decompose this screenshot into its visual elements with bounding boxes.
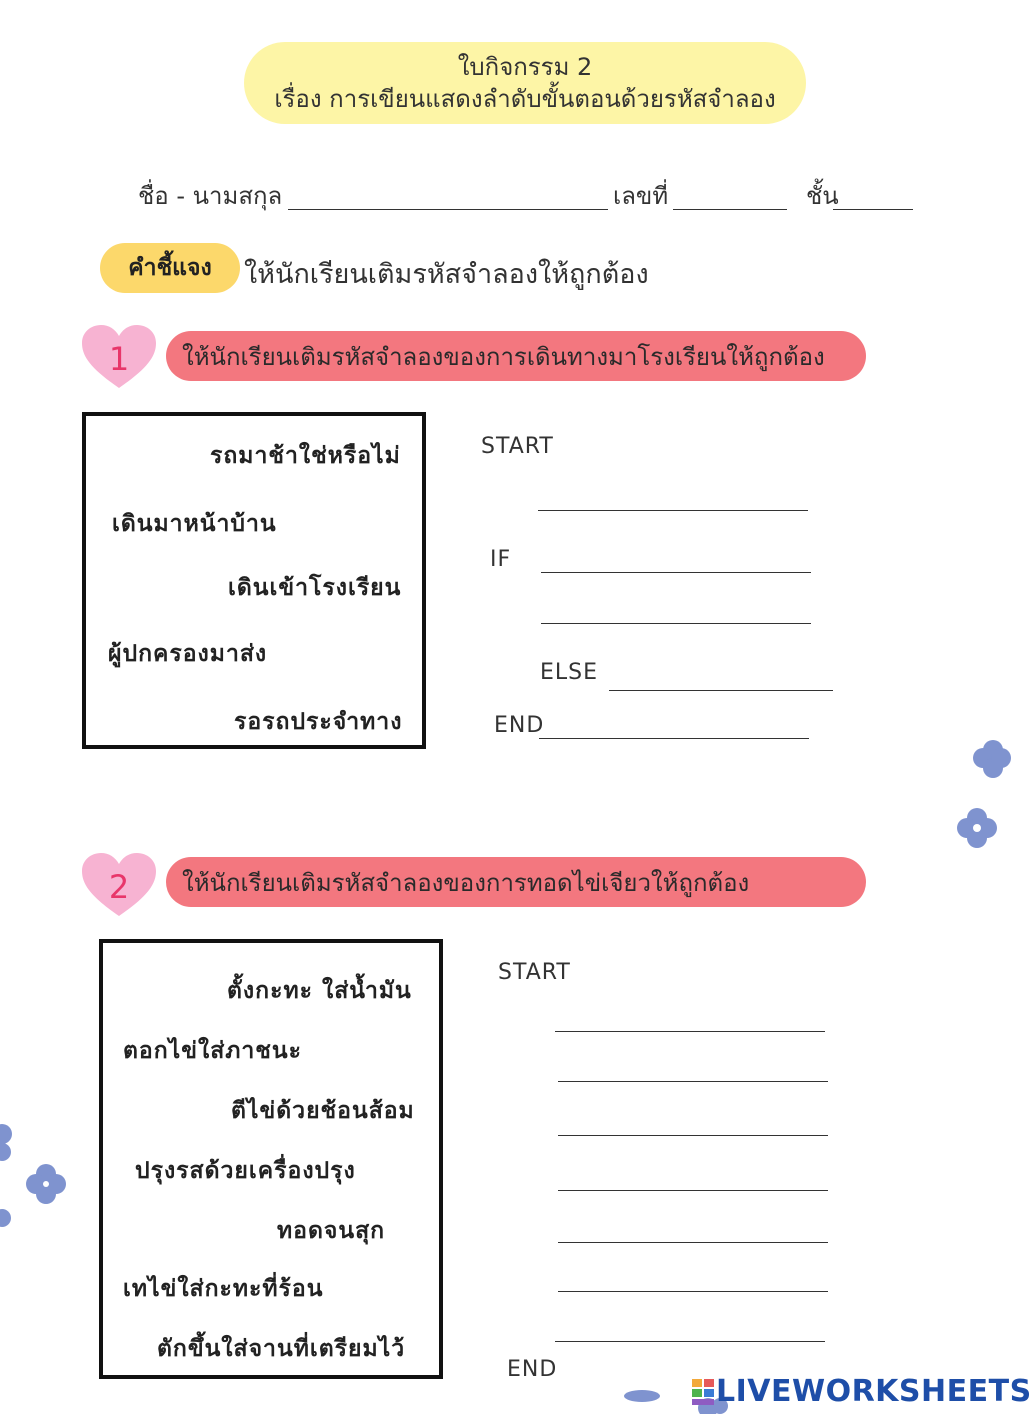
class-blank[interactable] xyxy=(833,209,913,210)
logo-text: LIVEWORKSHEETS xyxy=(716,1374,1032,1409)
word-item: รถมาช้าใช่หรือไม่ xyxy=(210,443,401,469)
heart-icon xyxy=(80,852,158,918)
answer-blank[interactable] xyxy=(541,572,811,573)
title-line-1: ใบกิจกรรม 2 xyxy=(457,53,593,81)
logo-mark-icon xyxy=(690,1377,716,1407)
end-keyword: END xyxy=(507,1357,558,1382)
answer-blank[interactable] xyxy=(609,690,833,691)
title-line-2: เรื่อง การเขียนแสดงลำดับขั้นตอนด้วยรหัสจำลอง xyxy=(274,85,776,113)
answer-blank[interactable] xyxy=(539,738,809,739)
word-item: ตีไข่ด้วยช้อนส้อม xyxy=(231,1098,415,1124)
answer-blank[interactable] xyxy=(541,623,811,624)
section-1-number: 1 xyxy=(108,340,130,378)
answer-blank[interactable] xyxy=(538,510,808,511)
start-keyword: START xyxy=(498,960,571,985)
word-item: รอรถประจำทาง xyxy=(234,709,403,735)
answer-blank[interactable] xyxy=(558,1081,828,1082)
else-keyword: ELSE xyxy=(540,660,599,685)
number-label: เลขที่ xyxy=(613,182,669,210)
if-keyword: IF xyxy=(490,547,512,572)
section-1-word-box xyxy=(82,412,426,749)
word-item: ตักขึ้นใส่จานที่เตรียมไว้ xyxy=(157,1336,406,1362)
section-2-word-box xyxy=(99,939,443,1379)
word-item: ปรุงรสด้วยเครื่องปรุง xyxy=(135,1158,356,1184)
flower-icon xyxy=(0,1118,66,1238)
answer-blank[interactable] xyxy=(555,1341,825,1342)
word-item: ตั้งกะทะ ใส่น้ำมัน xyxy=(227,978,412,1004)
word-item: เดินมาหน้าบ้าน xyxy=(112,511,277,537)
name-blank[interactable] xyxy=(288,209,608,210)
word-item: ตอกไข่ใส่ภาชนะ xyxy=(123,1038,302,1064)
end-keyword: END xyxy=(494,713,545,738)
start-keyword: START xyxy=(481,434,554,459)
answer-blank[interactable] xyxy=(558,1242,828,1243)
section-2-heading: ให้นักเรียนเติมรหัสจำลองของการทอดไข่เจียวให้ถูกต้อง xyxy=(166,857,866,907)
instruction-text: ให้นักเรียนเติมรหัสจำลองให้ถูกต้อง xyxy=(244,259,649,290)
word-item: ผู้ปกครองมาส่ง xyxy=(108,641,268,667)
number-blank[interactable] xyxy=(673,209,787,210)
answer-blank[interactable] xyxy=(558,1135,828,1136)
section-1-heading: ให้นักเรียนเติมรหัสจำลองของการเดินทางมาโรงเรียนให้ถูกต้อง xyxy=(166,331,866,381)
word-item: เดินเข้าโรงเรียน xyxy=(228,575,402,601)
liveworksheets-logo xyxy=(690,1374,1032,1409)
answer-blank[interactable] xyxy=(555,1031,825,1032)
title-banner xyxy=(244,42,806,124)
word-item: ทอดจนสุก xyxy=(277,1218,386,1244)
section-2-number: 2 xyxy=(108,868,130,906)
flower-icon xyxy=(955,730,1000,860)
name-label: ชื่อ - นามสกุล xyxy=(138,182,283,210)
instruction-badge: คำชี้แจง xyxy=(100,243,240,293)
answer-blank[interactable] xyxy=(558,1190,828,1191)
answer-blank[interactable] xyxy=(558,1291,828,1292)
class-label: ชั้น xyxy=(806,182,839,210)
word-item: เทไข่ใส่กะทะที่ร้อน xyxy=(123,1276,324,1302)
heart-icon xyxy=(80,324,158,390)
